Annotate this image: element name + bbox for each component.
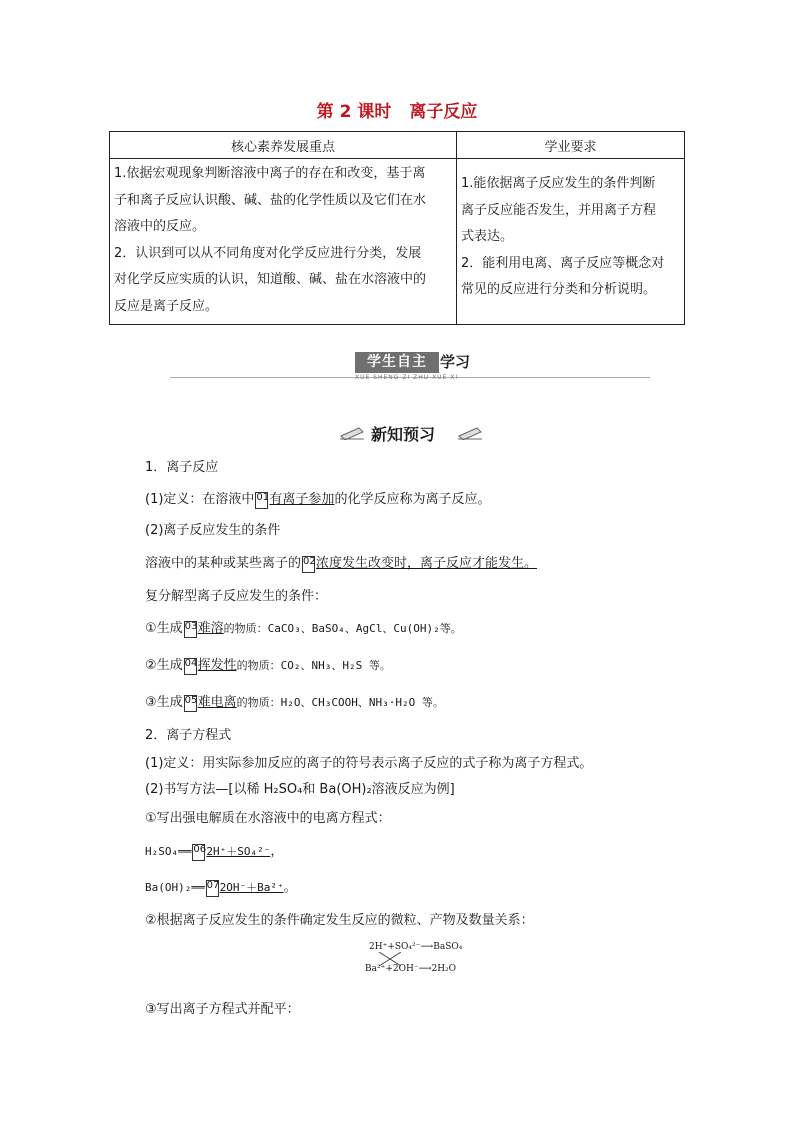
answer-blank: 挥发性 [197, 658, 237, 673]
core-line: 子和离子反应认识酸、碱、盐的化学性质以及它们在水 [114, 192, 427, 208]
writing-method: (2)书写方法—[以稀 H₂SO₄和 Ba(OH)₂溶液反应为例] [145, 782, 455, 797]
answer-blank: 2H⁺＋SO₄²⁻ [206, 845, 271, 858]
text: (1)定义：在溶液中 [145, 492, 255, 507]
text: 溶液中的某种或某些离子的 [145, 556, 302, 571]
text: 的化学反应称为离子反应。 [334, 492, 491, 507]
ionization-equation-2 [145, 876, 297, 897]
definition-line [145, 488, 490, 509]
answer-blank: 难溶 [197, 621, 224, 636]
heading-ionic-reaction: 1．离子反应 [145, 460, 219, 475]
step-3: ③写出离子方程式并配平： [145, 1002, 300, 1017]
blank-number: 07 [206, 880, 219, 897]
req-line: 离子反应能否发生，并用离子方程 [461, 202, 657, 218]
text: H₂SO₄══ [145, 845, 192, 858]
blank-number: 04 [184, 658, 197, 675]
condition-3 [145, 691, 444, 712]
step-1: ①写出强电解质在水溶液中的电离方程式： [145, 811, 391, 826]
condition-2 [145, 654, 391, 675]
blank-number: 05 [184, 695, 197, 712]
blank-number: 03 [184, 621, 197, 638]
core-line: 溶液中的反应。 [114, 219, 206, 234]
core-line: 2．认识到可以从不同角度对化学反应进行分类，发展 [114, 245, 422, 261]
answer-blank: 浓度发生改变时，离子反应才能发生。 [316, 556, 538, 571]
condition-1 [145, 617, 462, 638]
pencil-icon [457, 426, 483, 440]
answer-blank: 2OH⁻＋Ba²⁺ [219, 881, 284, 894]
text: 的物质：CaCO₃、BaSO₄、AgCl、Cu(OH)₂等。 [223, 622, 462, 635]
text: ， [270, 844, 284, 859]
heading-ionic-equation: 2．离子方程式 [145, 728, 232, 743]
reaction-scheme-figure [365, 940, 463, 980]
req-line: 式表达。 [461, 229, 514, 244]
scheme-line-2: Ba²⁺+2OH⁻⟶2H₂O [365, 964, 457, 974]
metathesis-title: 复分解型离子反应发生的条件： [145, 589, 328, 604]
section-banner [170, 352, 650, 382]
core-literacy-cell [110, 159, 457, 325]
banner-text: 学习 [440, 353, 471, 371]
text: ①生成 [145, 621, 183, 636]
core-line: 1.依据宏观现象判断溶液中离子的存在和改变，基于离 [114, 166, 426, 181]
req-line: 常见的反应进行分类和分析说明。 [461, 282, 657, 297]
banner-pinyin: XUE SHENG ZI ZHU XUE XI [355, 374, 459, 381]
academic-requirements-cell [457, 159, 685, 325]
text: ②生成 [145, 658, 183, 673]
blank-number: 06 [192, 844, 205, 861]
lesson-number: 第 2 课时 [316, 102, 392, 122]
pencil-icon [339, 426, 365, 440]
text: Ba(OH)₂══ [145, 881, 205, 894]
core-line: 对化学反应实质的认识，知道酸、碱、盐在水溶液中的 [114, 272, 427, 287]
core-line: 反应是离子反应。 [114, 298, 219, 314]
answer-blank: 难电离 [197, 695, 237, 710]
text: 的物质：CO₂、NH₃、H₂S 等。 [236, 659, 391, 672]
conditions-line [145, 552, 537, 573]
table-header-requirements: 学业要求 [457, 132, 685, 159]
conditions-title: (2)离子反应发生的条件 [145, 523, 281, 538]
ionization-equation-1 [145, 840, 283, 861]
requirements-table [109, 131, 685, 325]
text: 。 [283, 880, 297, 895]
equation-definition: (1)定义：用实际参加反应的离子的符号表示离子反应的式子称为离子方程式。 [145, 756, 593, 771]
lesson-topic: 离子反应 [409, 102, 478, 122]
page-title [0, 97, 794, 122]
subsection-title: 新知预习 [371, 425, 436, 444]
answer-blank: 有离子参加 [269, 492, 335, 507]
req-line: 1.能依据离子反应发生的条件判断 [461, 176, 656, 191]
blank-number: 02 [302, 556, 315, 573]
text: 的物质：H₂O、CH₃COOH、NH₃·H₂O 等。 [236, 696, 444, 709]
table-header-core: 核心素养发展重点 [110, 132, 457, 159]
banner-boxed-text: 学生自主 [355, 352, 439, 373]
scheme-line-1: 2H⁺+SO₄²⁻⟶BaSO₄ [369, 942, 463, 952]
blank-number: 01 [255, 492, 268, 509]
subsection-header [337, 420, 487, 446]
text: ③生成 [145, 695, 183, 710]
step-2: ②根据离子反应发生的条件确定发生反应的微粒、产物及数量关系： [145, 913, 534, 928]
req-line: 2．能利用电离、离子反应等概念对 [461, 255, 665, 271]
